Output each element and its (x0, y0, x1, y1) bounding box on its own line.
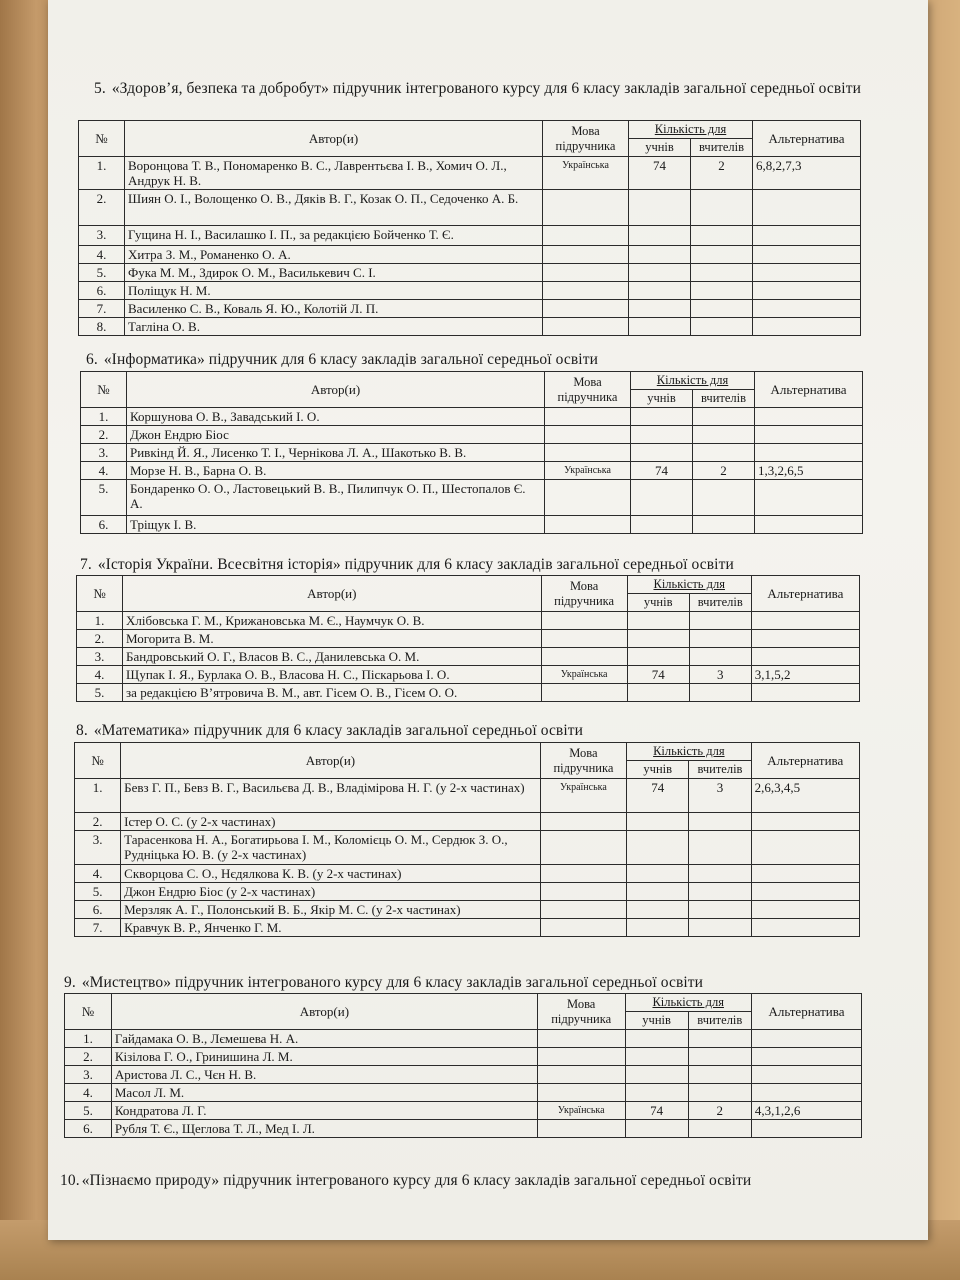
language-cell (540, 865, 626, 883)
col-header-lang: Мова підручника (540, 743, 626, 779)
section-number: 5. (94, 80, 106, 97)
row-number: 5. (81, 480, 127, 516)
students-count-cell (627, 865, 689, 883)
students-count-cell (627, 630, 689, 648)
students-count-cell: 74 (625, 1102, 688, 1120)
alternative-cell (751, 1066, 861, 1084)
row-number: 3. (81, 444, 127, 462)
author-cell: Кравчук В. Р., Янченко Г. М. (121, 919, 541, 937)
alternative-cell: 1,3,2,6,5 (755, 462, 863, 480)
teachers-count-cell (689, 883, 751, 901)
students-count-cell (629, 282, 691, 300)
table-row (75, 919, 860, 937)
teachers-count-cell (689, 684, 751, 702)
section-heading (80, 556, 880, 574)
col-header-lang: Мова підручника (541, 576, 627, 612)
students-count-cell (627, 684, 689, 702)
language-cell: Українська (537, 1102, 625, 1120)
col-header-qty: Кількість для (631, 372, 755, 390)
language-cell (541, 612, 627, 630)
row-number: 3. (79, 226, 125, 246)
author-cell: Кондратова Л. Г. (111, 1102, 537, 1120)
author-cell: Істер О. С. (у 2-х частинах) (121, 813, 541, 831)
alternative-cell (753, 190, 861, 226)
teachers-count-cell (689, 831, 751, 865)
alternative-cell (751, 1084, 861, 1102)
col-header-num: № (79, 121, 125, 157)
alternative-cell: 4,3,1,2,6 (751, 1102, 861, 1120)
alternative-cell (751, 630, 859, 648)
teachers-count-cell: 3 (689, 666, 751, 684)
table-row (77, 648, 860, 666)
col-header-alt: Альтернатива (753, 121, 861, 157)
students-count-cell (625, 1030, 688, 1048)
col-header-author: Автор(и) (111, 994, 537, 1030)
col-header-num: № (75, 743, 121, 779)
textbook-table (78, 120, 861, 336)
teachers-count-cell (689, 865, 751, 883)
language-cell: Українська (541, 666, 627, 684)
row-number: 6. (79, 282, 125, 300)
teachers-count-cell (689, 630, 751, 648)
students-count-cell (625, 1048, 688, 1066)
col-header-students: учнів (627, 761, 689, 779)
section-heading (76, 722, 876, 740)
author-cell: Фука М. М., Здирок О. М., Василькевич С. І. (125, 264, 543, 282)
row-number: 1. (77, 612, 123, 630)
row-number: 2. (65, 1048, 112, 1066)
table-row (81, 480, 863, 516)
language-cell (540, 901, 626, 919)
teachers-count-cell (693, 480, 755, 516)
section-heading (60, 1172, 880, 1190)
author-cell: Василенко С. В., Коваль Я. Ю., Колотій Л. П. (125, 300, 543, 318)
students-count-cell (629, 318, 691, 336)
table-header-row (65, 994, 862, 1012)
table-row (79, 264, 861, 282)
alternative-cell (751, 1030, 861, 1048)
teachers-count-cell (693, 444, 755, 462)
author-cell: Скворцова С. О., Нєдялкова К. В. (у 2-х частинах) (121, 865, 541, 883)
col-header-author: Автор(и) (125, 121, 543, 157)
table-row (65, 1120, 862, 1138)
row-number: 3. (65, 1066, 112, 1084)
table-row (79, 300, 861, 318)
row-number: 5. (75, 883, 121, 901)
col-header-num: № (81, 372, 127, 408)
language-cell (543, 264, 629, 282)
teachers-count-cell (691, 282, 753, 300)
alternative-cell (755, 408, 863, 426)
table-row (81, 462, 863, 480)
students-count-cell (631, 480, 693, 516)
row-number: 4. (75, 865, 121, 883)
col-header-num: № (77, 576, 123, 612)
teachers-count-cell (691, 246, 753, 264)
teachers-count-cell (689, 648, 751, 666)
table-row (65, 1048, 862, 1066)
author-cell: Щупак І. Я., Бурлака О. В., Власова Н. С., Піскарьова І. О. (123, 666, 542, 684)
teachers-count-cell (688, 1048, 751, 1066)
teachers-count-cell (691, 318, 753, 336)
section-title: «Історія України. Всесвітня історія» підручник для 6 класу закладів загальної середньої освіти (97, 556, 734, 573)
language-cell (537, 1048, 625, 1066)
alternative-cell (755, 480, 863, 516)
students-count-cell (627, 612, 689, 630)
col-header-students: учнів (631, 390, 693, 408)
table-row (77, 630, 860, 648)
author-cell: Поліщук Н. М. (125, 282, 543, 300)
table-row (65, 1030, 862, 1048)
table-row (79, 282, 861, 300)
col-header-teachers: вчителів (691, 139, 753, 157)
col-header-lang: Мова підручника (537, 994, 625, 1030)
col-header-alt: Альтернатива (755, 372, 863, 408)
table-row (77, 684, 860, 702)
table-row (79, 318, 861, 336)
row-number: 4. (81, 462, 127, 480)
row-number: 5. (77, 684, 123, 702)
language-cell (543, 246, 629, 264)
table-row (79, 190, 861, 226)
col-header-teachers: вчителів (688, 1012, 751, 1030)
section-heading (64, 974, 864, 992)
author-cell: Гущина Н. І., Василашко І. П., за редакцією Бойченко Т. Є. (125, 226, 543, 246)
section-number: 9. (64, 974, 76, 991)
students-count-cell: 74 (627, 779, 689, 813)
alternative-cell (751, 648, 859, 666)
author-cell: Джон Ендрю Біос (127, 426, 545, 444)
language-cell (543, 226, 629, 246)
teachers-count-cell: 2 (691, 157, 753, 190)
col-header-students: учнів (627, 594, 689, 612)
table-row (77, 612, 860, 630)
author-cell: Бондаренко О. О., Ластовецький В. В., Пилипчук О. П., Шестопалов Є. А. (127, 480, 545, 516)
alternative-cell (753, 264, 861, 282)
table-row (75, 779, 860, 813)
author-cell: Могорита В. М. (123, 630, 542, 648)
teachers-count-cell (691, 190, 753, 226)
section-number: 8. (76, 722, 88, 739)
row-number: 1. (79, 157, 125, 190)
alternative-cell (753, 300, 861, 318)
col-header-num: № (65, 994, 112, 1030)
author-cell: Воронцова Т. В., Пономаренко В. С., Лаврентьєва І. В., Хомич О. Л., Андрук Н. В. (125, 157, 543, 190)
language-cell (545, 444, 631, 462)
students-count-cell (627, 919, 689, 937)
language-cell (541, 684, 627, 702)
alternative-cell (751, 1120, 861, 1138)
row-number: 3. (77, 648, 123, 666)
col-header-teachers: вчителів (689, 594, 751, 612)
section-number: 6. (86, 351, 98, 368)
author-cell: Бевз Г. П., Бевз В. Г., Васильєва Д. В., Владімірова Н. Г. (у 2-х частинах) (121, 779, 541, 813)
alternative-cell: 6,8,2,7,3 (753, 157, 861, 190)
section-title: «Здоров’я, безпека та добробут» підручник інтегрованого курсу для 6 класу закладів загальної середньої освіти (111, 80, 861, 97)
language-cell (540, 831, 626, 865)
alternative-cell (755, 444, 863, 462)
row-number: 6. (65, 1120, 112, 1138)
alternative-cell (753, 318, 861, 336)
table-row (77, 666, 860, 684)
textbook-table (64, 993, 862, 1138)
author-cell: Ривкінд Й. Я., Лисенко Т. І., Чернікова Л. А., Шакотько В. В. (127, 444, 545, 462)
students-count-cell (631, 444, 693, 462)
row-number: 1. (65, 1030, 112, 1048)
author-cell: за редакцією В’ятровича В. М., авт. Гісем О. В., Гісем О. О. (123, 684, 542, 702)
table-row (81, 426, 863, 444)
author-cell: Гайдамака О. В., Лємешева Н. А. (111, 1030, 537, 1048)
row-number: 5. (65, 1102, 112, 1120)
language-cell (545, 408, 631, 426)
students-count-cell (627, 883, 689, 901)
table-row (75, 813, 860, 831)
author-cell: Кізілова Г. О., Гринишина Л. М. (111, 1048, 537, 1066)
author-cell: Хитра З. М., Романенко О. А. (125, 246, 543, 264)
students-count-cell (627, 901, 689, 919)
language-cell: Українська (540, 779, 626, 813)
table-row (75, 901, 860, 919)
row-number: 3. (75, 831, 121, 865)
row-number: 4. (77, 666, 123, 684)
textbook-table (74, 742, 860, 937)
alternative-cell (753, 246, 861, 264)
teachers-count-cell (693, 408, 755, 426)
alternative-cell (751, 919, 859, 937)
col-header-qty: Кількість для (627, 576, 751, 594)
col-header-alt: Альтернатива (751, 994, 861, 1030)
row-number: 7. (79, 300, 125, 318)
language-cell: Українська (543, 157, 629, 190)
language-cell (537, 1084, 625, 1102)
table-header-row (79, 121, 861, 139)
author-cell: Морзе Н. В., Барна О. В. (127, 462, 545, 480)
col-header-students: учнів (625, 1012, 688, 1030)
alternative-cell (751, 831, 859, 865)
author-cell: Бандровський О. Г., Власов В. С., Данилевська О. М. (123, 648, 542, 666)
students-count-cell (629, 300, 691, 318)
row-number: 1. (81, 408, 127, 426)
language-cell (540, 883, 626, 901)
textbook-table (76, 575, 860, 702)
alternative-cell (755, 426, 863, 444)
language-cell (545, 426, 631, 444)
table-row (75, 865, 860, 883)
author-cell: Коршунова О. В., Завадський І. О. (127, 408, 545, 426)
table-row (65, 1066, 862, 1084)
alternative-cell (751, 1048, 861, 1066)
section-title: «Мистецтво» підручник інтегрованого курсу для 6 класу закладів загальної середньої освіти (81, 974, 704, 991)
row-number: 8. (79, 318, 125, 336)
author-cell: Рубля Т. Є., Щеглова Т. Л., Мед І. Л. (111, 1120, 537, 1138)
document-page (48, 0, 928, 1240)
section-heading (86, 351, 886, 369)
row-number: 2. (81, 426, 127, 444)
students-count-cell (625, 1066, 688, 1084)
table-header-row (75, 743, 860, 761)
row-number: 6. (75, 901, 121, 919)
col-header-author: Автор(и) (127, 372, 545, 408)
students-count-cell: 74 (629, 157, 691, 190)
language-cell (540, 813, 626, 831)
language-cell (537, 1030, 625, 1048)
row-number: 2. (77, 630, 123, 648)
section-number: 10. (60, 1172, 80, 1189)
col-header-qty: Кількість для (629, 121, 753, 139)
language-cell (545, 516, 631, 534)
col-header-students: учнів (629, 139, 691, 157)
language-cell (541, 648, 627, 666)
section-title: «Інформатика» підручник для 6 класу закладів загальної середньої освіти (103, 351, 598, 368)
students-count-cell (629, 190, 691, 226)
alternative-cell (751, 813, 859, 831)
students-count-cell: 74 (631, 462, 693, 480)
col-header-alt: Альтернатива (751, 743, 859, 779)
row-number: 4. (65, 1084, 112, 1102)
teachers-count-cell (688, 1120, 751, 1138)
table-row (65, 1102, 862, 1120)
teachers-count-cell: 2 (688, 1102, 751, 1120)
students-count-cell (629, 226, 691, 246)
language-cell (543, 300, 629, 318)
teachers-count-cell (693, 426, 755, 444)
language-cell (537, 1120, 625, 1138)
teachers-count-cell (689, 813, 751, 831)
alternative-cell (751, 883, 859, 901)
table-header-row (81, 372, 863, 390)
col-header-qty: Кількість для (625, 994, 751, 1012)
col-header-teachers: вчителів (689, 761, 751, 779)
table-row (79, 246, 861, 264)
table-row (79, 226, 861, 246)
table-row (75, 831, 860, 865)
row-number: 7. (75, 919, 121, 937)
author-cell: Тарасенкова Н. А., Богатирьова І. М., Коломієць О. М., Сердюк З. О., Рудніцька Ю. В. (у 2-х частинах) (121, 831, 541, 865)
students-count-cell: 74 (627, 666, 689, 684)
alternative-cell (753, 226, 861, 246)
students-count-cell (629, 246, 691, 264)
author-cell: Масол Л. М. (111, 1084, 537, 1102)
row-number: 5. (79, 264, 125, 282)
author-cell: Аристова Л. С., Чєн Н. В. (111, 1066, 537, 1084)
author-cell: Шиян О. І., Волощенко О. В., Дяків В. Г., Козак О. П., Седоченко А. Б. (125, 190, 543, 226)
row-number: 1. (75, 779, 121, 813)
section-title: «Пізнаємо природу» підручник інтегрованого курсу для 6 класу закладів загальної середньої освіти (81, 1172, 752, 1189)
author-cell: Тріщук І. В. (127, 516, 545, 534)
alternative-cell (751, 612, 859, 630)
alternative-cell (753, 282, 861, 300)
teachers-count-cell (691, 226, 753, 246)
students-count-cell (625, 1120, 688, 1138)
language-cell (543, 318, 629, 336)
students-count-cell (627, 648, 689, 666)
row-number: 2. (79, 190, 125, 226)
alternative-cell: 3,1,5,2 (751, 666, 859, 684)
students-count-cell (629, 264, 691, 282)
students-count-cell (627, 813, 689, 831)
alternative-cell (751, 901, 859, 919)
language-cell (545, 480, 631, 516)
alternative-cell: 2,6,3,4,5 (751, 779, 859, 813)
language-cell (543, 190, 629, 226)
table-row (81, 444, 863, 462)
students-count-cell (631, 408, 693, 426)
teachers-count-cell (688, 1084, 751, 1102)
table-header-row (77, 576, 860, 594)
table-row (81, 516, 863, 534)
author-cell: Хлібовська Г. М., Крижановська М. Є., Наумчук О. В. (123, 612, 542, 630)
table-row (79, 157, 861, 190)
col-header-lang: Мова підручника (545, 372, 631, 408)
col-header-teachers: вчителів (693, 390, 755, 408)
students-count-cell (627, 831, 689, 865)
language-cell (543, 282, 629, 300)
teachers-count-cell (689, 919, 751, 937)
students-count-cell (631, 516, 693, 534)
section-heading (94, 80, 874, 98)
teachers-count-cell: 2 (693, 462, 755, 480)
col-header-author: Автор(и) (121, 743, 541, 779)
col-header-qty: Кількість для (627, 743, 751, 761)
table-row (81, 408, 863, 426)
students-count-cell (625, 1084, 688, 1102)
row-number: 6. (81, 516, 127, 534)
language-cell (540, 919, 626, 937)
col-header-alt: Альтернатива (751, 576, 859, 612)
section-title: «Математика» підручник для 6 класу закладів загальної середньої освіти (93, 722, 584, 739)
language-cell (541, 630, 627, 648)
row-number: 2. (75, 813, 121, 831)
section-number: 7. (80, 556, 92, 573)
teachers-count-cell: 3 (689, 779, 751, 813)
language-cell: Українська (545, 462, 631, 480)
teachers-count-cell (689, 901, 751, 919)
author-cell: Тагліна О. В. (125, 318, 543, 336)
teachers-count-cell (689, 612, 751, 630)
alternative-cell (751, 865, 859, 883)
col-header-lang: Мова підручника (543, 121, 629, 157)
table-row (65, 1084, 862, 1102)
students-count-cell (631, 426, 693, 444)
col-header-author: Автор(и) (123, 576, 542, 612)
alternative-cell (755, 516, 863, 534)
author-cell: Джон Ендрю Біос (у 2-х частинах) (121, 883, 541, 901)
teachers-count-cell (693, 516, 755, 534)
alternative-cell (751, 684, 859, 702)
teachers-count-cell (691, 300, 753, 318)
teachers-count-cell (691, 264, 753, 282)
table-row (75, 883, 860, 901)
textbook-table (80, 371, 863, 534)
teachers-count-cell (688, 1066, 751, 1084)
teachers-count-cell (688, 1030, 751, 1048)
author-cell: Мерзляк А. Г., Полонський В. Б., Якір М. С. (у 2-х частинах) (121, 901, 541, 919)
row-number: 4. (79, 246, 125, 264)
language-cell (537, 1066, 625, 1084)
